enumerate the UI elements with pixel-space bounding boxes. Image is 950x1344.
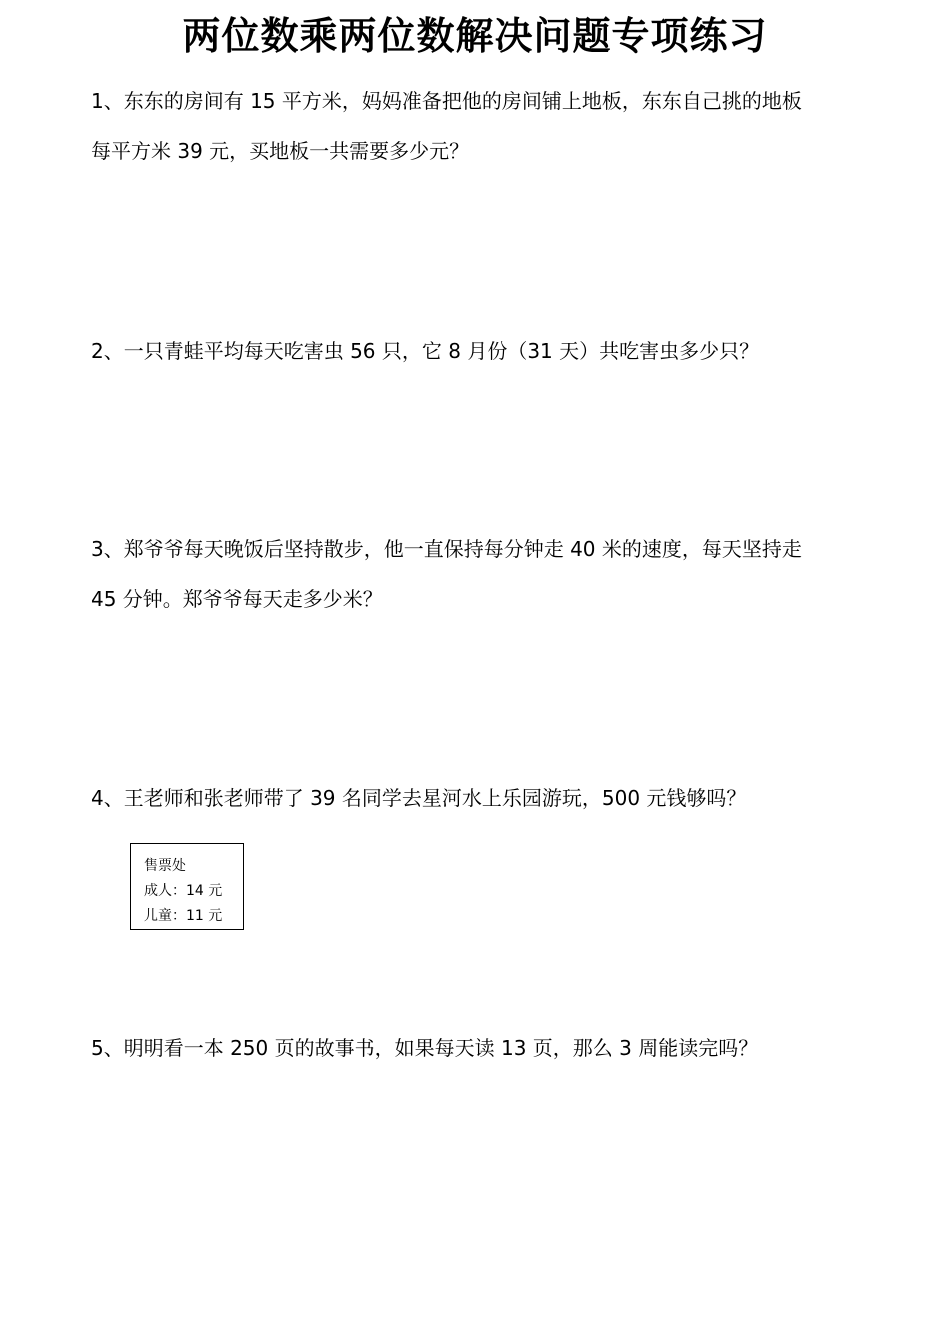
problem-4 (91, 773, 881, 823)
problem-3 (91, 524, 881, 624)
problem-3-line-1: 3、郑爷爷每天晚饭后坚持散步，他一直保持每分钟走 40 米的速度，每天坚持走 (91, 537, 802, 561)
page-title: 两位数乘两位数解决问题专项练习 (182, 14, 768, 58)
problem-2-line-1: 2、一只青蛙平均每天吃害虫 56 只，它 8 月份（31 天）共吃害虫多少只？ (91, 339, 760, 363)
ticket-office-heading: 售票处 (144, 858, 186, 874)
problem-1-line-2: 每平方米 39 元，买地板一共需要多少元？ (91, 139, 470, 163)
problem-5 (91, 1023, 881, 1073)
problem-3-line-2: 45 分钟。郑爷爷每天走多少米？ (91, 587, 383, 611)
ticket-price-adult: 成人：14 元 (144, 883, 223, 899)
problem-4-line-1: 4、王老师和张老师带了 39 名同学去星河水上乐园游玩，500 元钱够吗？ (91, 786, 747, 810)
problem-2 (91, 326, 881, 376)
problem-1 (91, 76, 881, 176)
ticket-office-box (130, 843, 244, 930)
ticket-price-child: 儿童：11 元 (144, 908, 223, 924)
problem-5-line-1: 5、明明看一本 250 页的故事书，如果每天读 13 页，那么 3 周能读完吗？ (91, 1036, 759, 1060)
problem-1-line-1: 1、东东的房间有 15 平方米，妈妈准备把他的房间铺上地板，东东自己挑的地板 (91, 89, 802, 113)
